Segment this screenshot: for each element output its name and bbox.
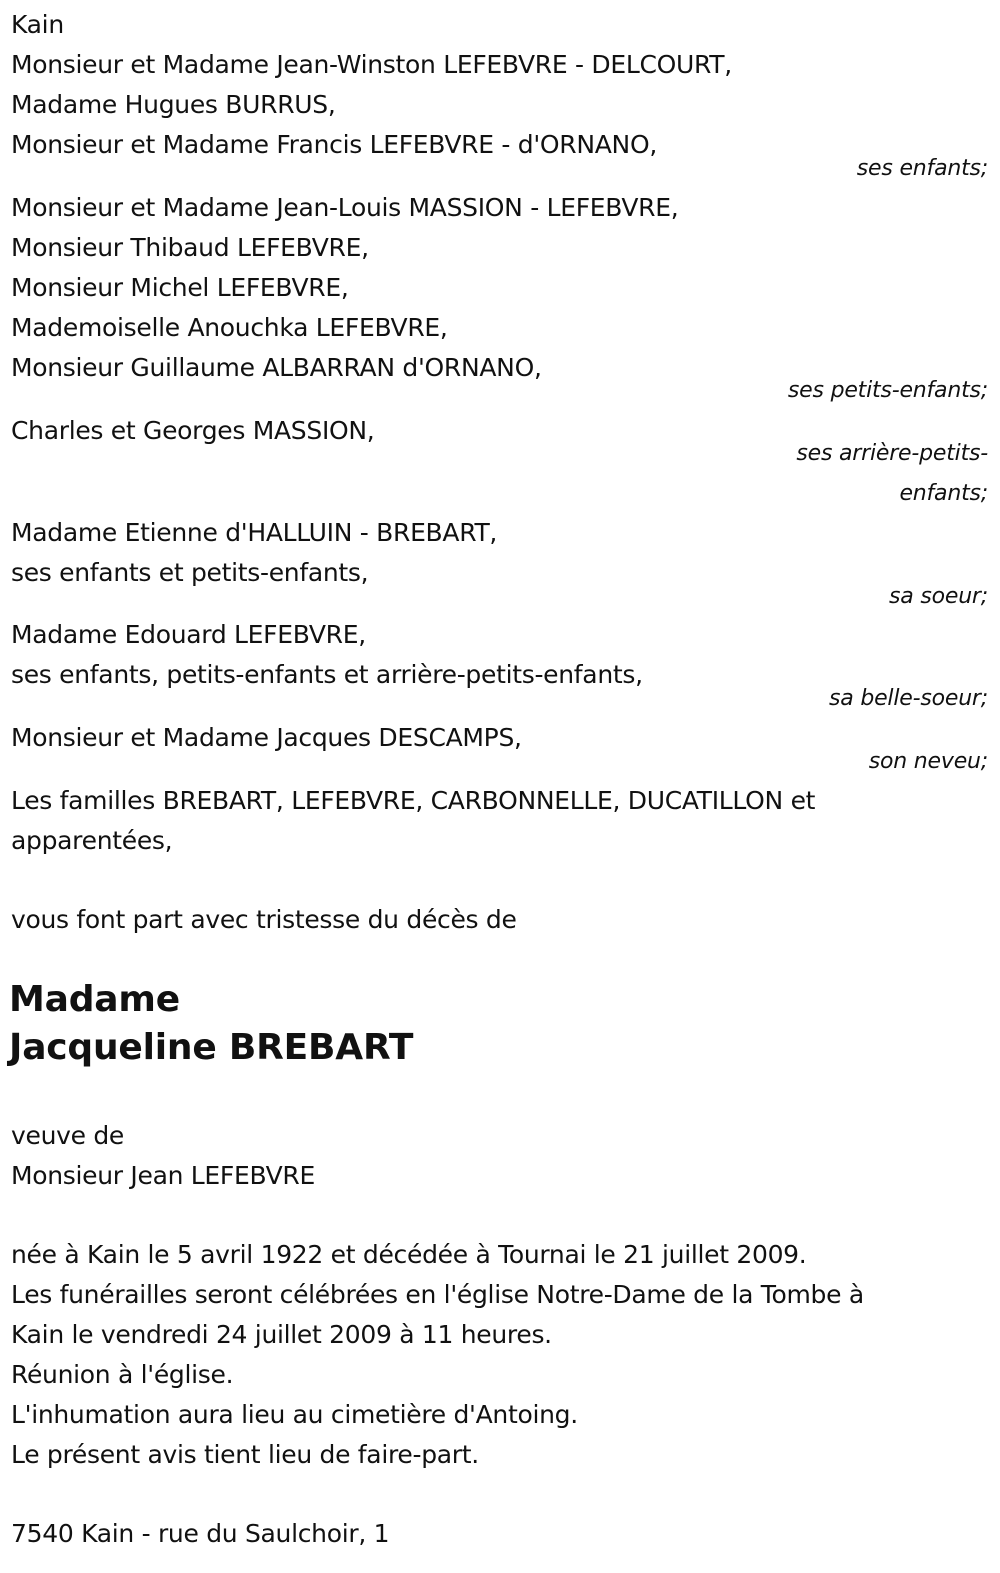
detail-line: Le présent avis tient lieu de faire-part.	[11, 1440, 479, 1469]
spouse-name: Monsieur Jean LEFEBVRE	[11, 1161, 315, 1190]
detail-line: Kain le vendredi 24 juillet 2009 à 11 heures.	[11, 1320, 552, 1349]
families-line: Les familles BREBART, LEFEBVRE, CARBONNELLE, DUCATILLON et	[11, 786, 816, 815]
deceased-name: Jacqueline BREBART	[9, 1027, 414, 1068]
family-member: Monsieur et Madame Jacques DESCAMPS,	[11, 723, 522, 752]
relation-label: ses petits-enfants;	[787, 378, 988, 403]
family-member: Mademoiselle Anouchka LEFEBVRE,	[11, 313, 448, 342]
announcement: vous font part avec tristesse du décès de	[11, 905, 517, 934]
relation-label: sa belle-soeur;	[829, 686, 988, 711]
families-line: apparentées,	[11, 826, 173, 855]
family-member: Madame Edouard LEFEBVRE,	[11, 620, 366, 649]
detail-line: Les funérailles seront célébrées en l'église Notre-Dame de la Tombe à	[11, 1280, 864, 1309]
family-member: Monsieur Thibaud LEFEBVRE,	[11, 233, 369, 262]
family-member: Monsieur et Madame Jean-Winston LEFEBVRE - DELCOURT,	[11, 50, 732, 79]
family-member: Monsieur Guillaume ALBARRAN d'ORNANO,	[11, 353, 542, 382]
detail-line: L'inhumation aura lieu au cimetière d'Antoing.	[11, 1400, 578, 1429]
detail-line: née à Kain le 5 avril 1922 et décédée à Tournai le 21 juillet 2009.	[11, 1240, 807, 1269]
family-member: Madame Etienne d'HALLUIN - BREBART,	[11, 518, 498, 547]
family-member: Madame Hugues BURRUS,	[11, 90, 336, 119]
family-member: Monsieur Michel LEFEBVRE,	[11, 273, 349, 302]
location: Kain	[11, 10, 64, 39]
family-member: Charles et Georges MASSION,	[11, 416, 375, 445]
widow-label: veuve de	[11, 1121, 124, 1150]
family-member: Monsieur et Madame Jean-Louis MASSION - LEFEBVRE,	[11, 193, 679, 222]
family-member: Monsieur et Madame Francis LEFEBVRE - d'ORNANO,	[11, 130, 657, 159]
relation-label: son neveu;	[868, 749, 988, 774]
deceased-title: Madame	[9, 979, 180, 1020]
address: 7540 Kain - rue du Saulchoir, 1	[11, 1519, 390, 1548]
family-member: ses enfants et petits-enfants,	[11, 558, 369, 587]
relation-label: ses arrière-petits-	[796, 441, 988, 466]
relation-label: ses enfants;	[856, 156, 988, 181]
family-member: ses enfants, petits-enfants et arrière-petits-enfants,	[11, 660, 643, 689]
relation-label: enfants;	[899, 481, 988, 506]
relation-label: sa soeur;	[889, 584, 988, 609]
detail-line: Réunion à l'église.	[11, 1360, 234, 1389]
